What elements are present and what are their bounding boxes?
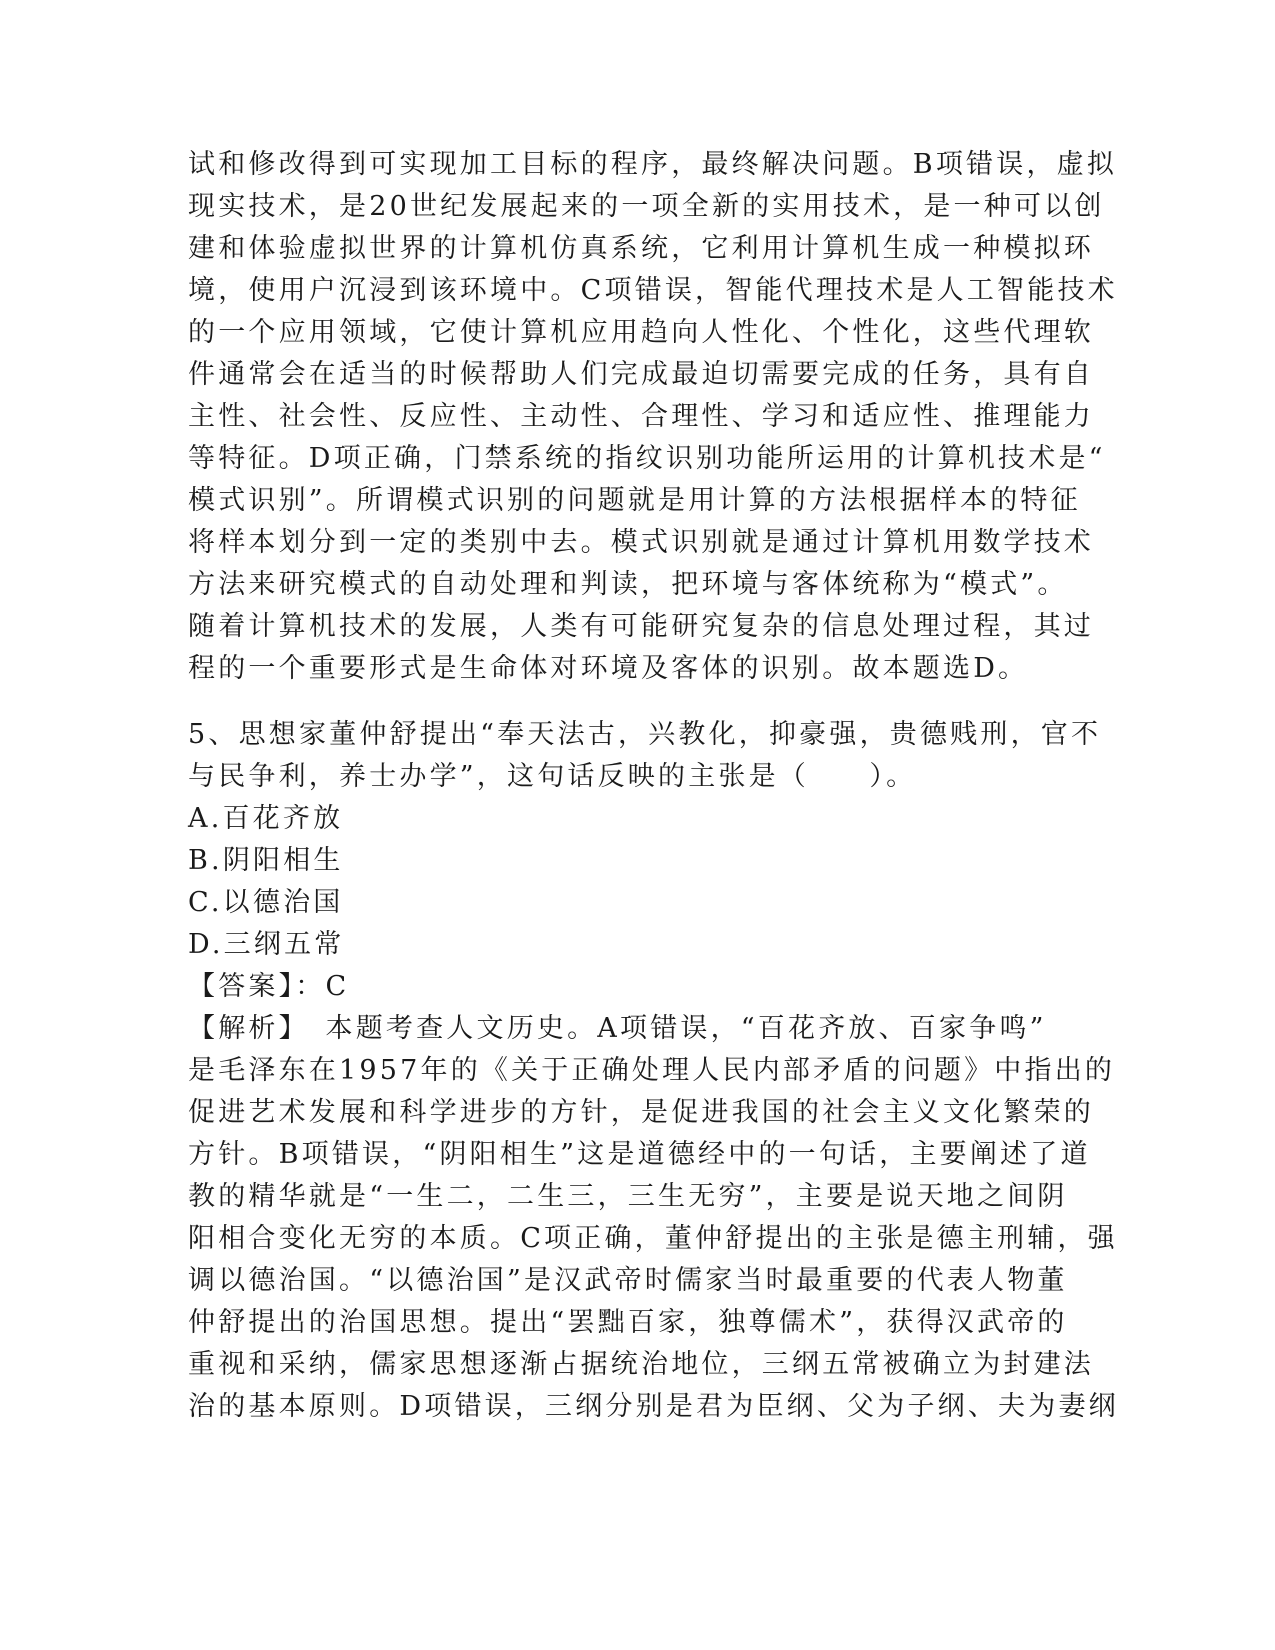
text-line: 试和修改得到可实现加工目标的程序，最终解决问题。B项错误，虚拟 [188,149,1118,180]
text-line: 方法来研究模式的自动处理和判读，把环境与客体统称为“模式”。 [188,569,1068,600]
question-stem-line: 与民争利，养士办学”，这句话反映的主张是（ ）。 [188,761,917,792]
text-line: 主性、社会性、反应性、主动性、合理性、学习和适应性、推理能力 [188,401,1094,432]
text-line: 等特征。D项正确，门禁系统的指纹识别功能所运用的计算机技术是“ [188,443,1106,474]
answer-line: 【答案】：C [188,971,350,1002]
analysis [188,1008,1119,1428]
text-line: 件通常会在适当的时候帮助人们完成最迫切需要完成的任务，具有自 [188,359,1094,390]
text-line: 随着计算机技术的发展，人类有可能研究复杂的信息处理过程，其过 [188,611,1094,642]
question-stem-line: 5、思想家董仲舒提出“奉天法古，兴教化，抑豪强，贵德贱刑，官不 [188,719,1102,750]
option-a: A.百花齐放 [188,803,344,834]
analysis-line: 调以德治国。“以德治国”是汉武帝时儒家当时最重要的代表人物董 [188,1265,1068,1296]
text-line: 程的一个重要形式是生命体对环境及客体的识别。故本题选D。 [188,653,1029,684]
analysis-line: 重视和采纳，儒家思想逐渐占据统治地位，三纲五常被确立为封建法 [188,1349,1094,1380]
text-line: 的一个应用领域，它使计算机应用趋向人性化、个性化，这些代理软 [188,317,1094,348]
analysis-line: 是毛泽东在1957年的《关于正确处理人民内部矛盾的问题》中指出的 [188,1055,1116,1086]
text-line: 现实技术，是20世纪发展起来的一项全新的实用技术，是一种可以创 [188,191,1105,222]
text-line: 境，使用户沉浸到该环境中。C项错误，智能代理技术是人工智能技术 [188,275,1118,306]
section-gap [188,690,1088,714]
previous-explanation [188,144,1118,690]
analysis-line: 教的精华就是“一生二，二生三，三生无穷”，主要是说天地之间阴 [188,1181,1068,1212]
option-b: B.阴阳相生 [188,845,344,876]
question-5 [188,714,1119,1428]
text-line: 模式识别”。所谓模式识别的问题就是用计算的方法根据样本的特征 [188,485,1081,516]
analysis-line: 【解析】 本题考查人文历史。A项错误，“百花齐放、百家争鸣” [188,1013,1047,1044]
text-line: 将样本划分到一定的类别中去。模式识别就是通过计算机用数学技术 [188,527,1094,558]
option-c: C.以德治国 [188,887,344,918]
analysis-line: 阳相合变化无穷的本质。C项正确，董仲舒提出的主张是德主刑辅，强 [188,1223,1118,1254]
analysis-line: 仲舒提出的治国思想。提出“罢黜百家，独尊儒术”，获得汉武帝的 [188,1307,1068,1338]
analysis-line: 方针。B项错误，“阴阳相生”这是道德经中的一句话，主要阐述了道 [188,1139,1091,1170]
text-line: 建和体验虚拟世界的计算机仿真系统，它利用计算机生成一种模拟环 [188,233,1094,264]
document-page [188,144,1119,1428]
option-d: D.三纲五常 [188,929,345,960]
analysis-line: 治的基本原则。D项错误，三纲分别是君为臣纲、父为子纲、夫为妻纲 [188,1391,1119,1422]
analysis-line: 促进艺术发展和科学进步的方针，是促进我国的社会主义文化繁荣的 [188,1097,1094,1128]
